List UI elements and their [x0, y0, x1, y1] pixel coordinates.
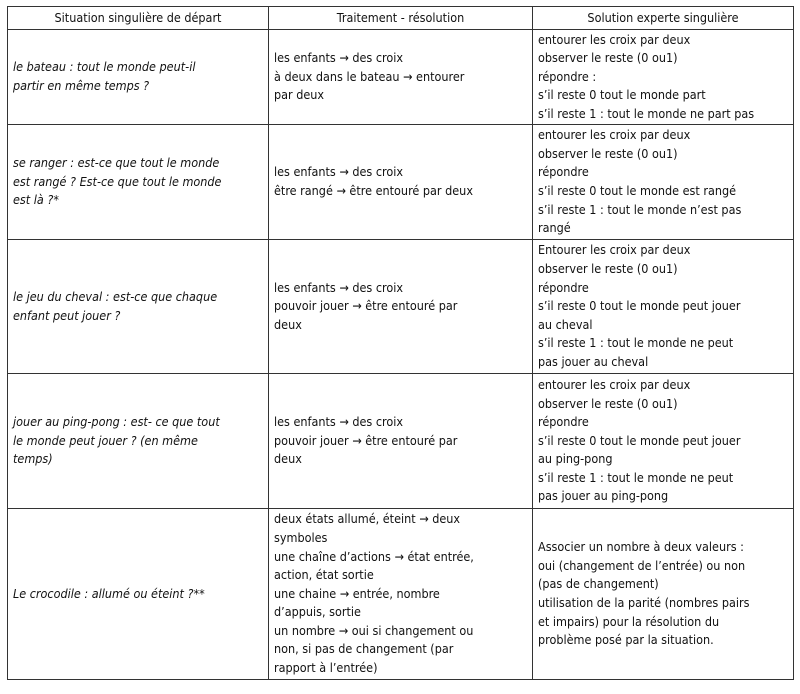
solution-line: observer le reste (0 ou1) [538, 261, 678, 277]
situation-line: partir en même temps ? [13, 78, 150, 93]
solution-line: problème posé par la situation. [538, 632, 714, 648]
traitement-line: être rangé → être entouré par deux [274, 183, 473, 198]
traitement-line: pouvoir jouer → être entouré par [274, 298, 458, 314]
header-row [8, 7, 794, 30]
situation-line: enfant peut jouer ? [13, 307, 121, 323]
solution-line: s’il reste 1 : tout le monde ne peut [538, 335, 734, 351]
situation-line: se ranger : est-ce que tout le monde [13, 155, 220, 171]
traitement-line: par deux [274, 87, 325, 103]
situation-cell [8, 240, 269, 374]
solution-line: s’il reste 1 : tout le monde n’est pas [538, 201, 742, 217]
solution-line: et impairs) pour la résolution du [538, 613, 720, 629]
solution-line: répondre : [538, 68, 597, 84]
traitement-line: pouvoir jouer → être entouré par [274, 432, 458, 448]
solution-cell [533, 374, 794, 509]
solution-cell [533, 240, 794, 374]
header-traitement: Traitement - résolution [269, 7, 533, 30]
traitement-line: les enfants → des croix [274, 279, 404, 295]
traitement-line: d’appuis, sortie [274, 604, 361, 620]
solution-line: s’il reste 1 : tout le monde ne part pas [538, 105, 755, 121]
solution-line: s’il reste 1 : tout le monde ne peut [538, 469, 734, 485]
situation-line: Le crocodile : allumé ou éteint ?** [13, 585, 205, 601]
traitement-line: une chaîne d’actions → état entrée, [274, 548, 474, 564]
solution-line: au ping-pong [538, 451, 613, 467]
solution-line: observer le reste (0 ou1) [538, 395, 678, 411]
solution-line: oui (changement de l’entrée) ou non [538, 557, 746, 573]
situation-cell [8, 509, 269, 680]
traitement-line: à deux dans le bateau → entourer [274, 68, 465, 84]
traitement-line: les enfants → des croix [274, 50, 404, 66]
solution-line: Entourer les croix par deux [538, 242, 691, 258]
solution-line: Associer un nombre à deux valeurs : [538, 539, 744, 555]
traitement-line: deux [274, 316, 302, 332]
traitement-line: non, si pas de changement (par [274, 641, 454, 657]
situation-line: est là ?* [13, 192, 59, 208]
header-solution: Solution experte singulière [533, 7, 794, 30]
situation-line: le bateau : tout le monde peut-il [13, 59, 196, 75]
traitement-cell [269, 30, 533, 125]
situation-line: le monde peut jouer ? (en même [13, 432, 198, 448]
situation-cell [8, 125, 269, 240]
comparison-table [7, 6, 794, 680]
traitement-line: symboles [274, 529, 328, 545]
solution-line: pas jouer au ping-pong [538, 488, 669, 504]
situation-line: temps) [13, 451, 53, 467]
traitement-line: deux [274, 451, 302, 467]
situation-line: le jeu du cheval : est-ce que chaque [13, 288, 218, 304]
solution-line: s’il reste 0 tout le monde part [538, 87, 706, 103]
traitement-line: une chaine → entrée, nombre [274, 585, 440, 601]
table-row [8, 374, 794, 509]
traitement-cell [269, 240, 533, 374]
traitement-line: les enfants → des croix [274, 164, 404, 180]
solution-line: répondre [538, 414, 589, 430]
traitement-cell [269, 125, 533, 240]
traitement-cell [269, 509, 533, 680]
solution-cell [533, 125, 794, 240]
table-row [8, 240, 794, 374]
solution-line: s’il reste 0 tout le monde est rangé [538, 183, 737, 198]
solution-line: pas jouer au cheval [538, 353, 649, 369]
situation-line: est rangé ? Est-ce que tout le monde [13, 173, 222, 189]
table-row [8, 125, 794, 240]
solution-line: entourer les croix par deux [538, 376, 691, 392]
traitement-line: deux états allumé, éteint → deux [274, 511, 461, 527]
solution-cell [533, 509, 794, 680]
traitement-line: rapport à l’entrée) [274, 660, 378, 676]
table-row [8, 30, 794, 125]
situation-cell [8, 30, 269, 125]
solution-line: répondre [538, 279, 589, 295]
traitement-line: les enfants → des croix [274, 414, 404, 430]
solution-line: rangé [538, 220, 571, 236]
solution-line: entourer les croix par deux [538, 31, 691, 47]
solution-line: (pas de changement) [538, 576, 659, 592]
traitement-line: un nombre → oui si changement ou [274, 622, 474, 638]
traitement-line: action, état sortie [274, 567, 374, 583]
solution-line: au cheval [538, 316, 593, 332]
solution-line: entourer les croix par deux [538, 127, 691, 143]
header-situation: Situation singulière de départ [8, 7, 269, 30]
situation-line: jouer au ping-pong : est- ce que tout [13, 414, 220, 430]
table-row [8, 509, 794, 680]
solution-line: s’il reste 0 tout le monde peut jouer [538, 432, 741, 448]
situation-cell [8, 374, 269, 509]
solution-cell [533, 30, 794, 125]
solution-line: utilisation de la parité (nombres pairs [538, 595, 750, 610]
solution-line: répondre [538, 164, 589, 180]
solution-line: observer le reste (0 ou1) [538, 50, 678, 66]
solution-line: s’il reste 0 tout le monde peut jouer [538, 298, 741, 314]
traitement-cell [269, 374, 533, 509]
solution-line: observer le reste (0 ou1) [538, 145, 678, 161]
